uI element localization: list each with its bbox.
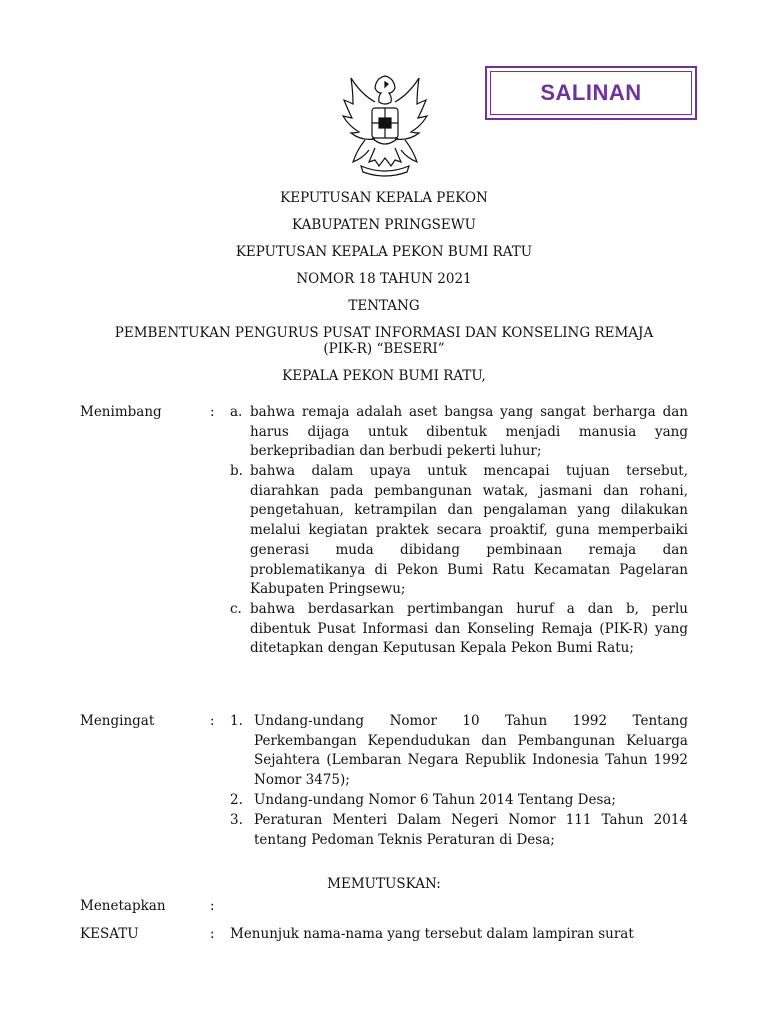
title-line-3: KEPUTUSAN KEPALA PEKON BUMI RATU — [235, 244, 533, 260]
item-marker: b. — [230, 463, 243, 479]
item-marker: c. — [230, 601, 242, 617]
list-item — [230, 462, 688, 600]
item-text: Peraturan Menteri Dalam Negeri Nomor 111 Tahun 2014 tentang Pedoman Teknis Peraturan di Desa; — [254, 812, 688, 848]
document-header — [0, 190, 768, 384]
list-item — [230, 403, 688, 462]
menetapkan-colon: : — [210, 898, 215, 914]
about-label: TENTANG — [348, 298, 420, 314]
garuda-emblem-icon — [335, 70, 435, 182]
mengingat-colon: : — [210, 713, 215, 729]
memutuskan-heading: MEMUTUSKAN: — [327, 876, 441, 892]
item-marker: 3. — [230, 812, 243, 828]
mengingat-label: Mengingat — [80, 713, 155, 729]
subject-line-2: (PIK-R) “BESERI” — [323, 341, 445, 357]
menimbang-label: Menimbang — [80, 404, 162, 420]
list-item — [230, 791, 688, 811]
kesatu-colon: : — [210, 926, 215, 942]
item-marker: 1. — [230, 713, 243, 729]
item-text: Undang-undang Nomor 6 Tahun 2014 Tentang Desa; — [254, 792, 616, 808]
title-line-2: KABUPATEN PRINGSEWU — [292, 217, 476, 233]
title-line-1: KEPUTUSAN KEPALA PEKON — [280, 190, 488, 206]
list-item — [230, 811, 688, 850]
stamp-label: SALINAN — [490, 71, 692, 115]
list-item — [230, 600, 688, 659]
decree-number: NOMOR 18 TAHUN 2021 — [296, 271, 472, 287]
subject-line-1: PEMBENTUKAN PENGURUS PUSAT INFORMASI DAN KONSELING REMAJA — [114, 325, 654, 341]
item-marker: 2. — [230, 792, 243, 808]
salinan-stamp — [485, 66, 697, 120]
menetapkan-label: Menetapkan — [80, 898, 166, 914]
item-marker: a. — [230, 404, 243, 420]
item-text: bahwa remaja adalah aset bangsa yang sangat berharga dan harus dijaga untuk dibentuk menjadi manusia yang berkepribadian dan berbudi pekerti luhur; — [250, 404, 688, 460]
list-item — [230, 712, 688, 791]
kesatu-label: KESATU — [80, 926, 139, 942]
menimbang-colon: : — [210, 404, 215, 420]
item-text: Undang-undang Nomor 10 Tahun 1992 Tentang Perkembangan Kependudukan dan Pembangunan Keluarga Sejahtera (Lembaran Negara Republik Indonesia Tahun 1992 Nomor 3475); — [254, 713, 688, 789]
authority-line: KEPALA PEKON BUMI RATU, — [282, 368, 486, 384]
item-text: bahwa berdasarkan pertimbangan huruf a dan b, perlu dibentuk Pusat Informasi dan Konseling Remaja (PIK-R) yang ditetapkan dengan Keputusan Kepala Pekon Bumi Ratu; — [250, 601, 688, 657]
kesatu-text-block — [230, 925, 690, 945]
kesatu-text: Menunjuk nama-nama yang tersebut dalam lampiran surat — [230, 926, 634, 942]
item-text: bahwa dalam upaya untuk mencapai tujuan tersebut, diarahkan pada pembangunan watak, jasmani dan rohani, pengetahuan, ketrampilan dan pengalaman yang dilakukan melalui kegiatan praktek secara proaktif, guna memperbaiki generasi muda dibidang pembinaan remaja dan problematikanya di Pekon Bumi Ratu Kecamatan Pagelaran Kabupaten Pringsewu; — [250, 463, 688, 598]
